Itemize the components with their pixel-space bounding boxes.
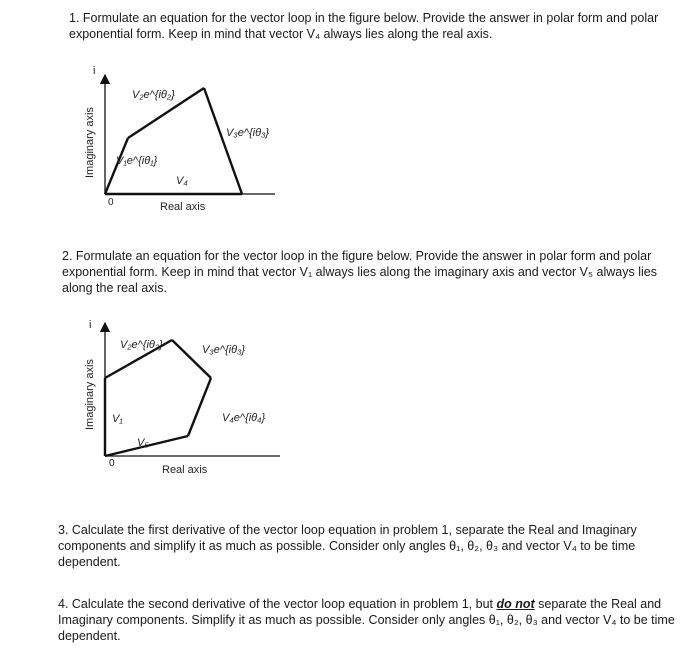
imaginary-axis-label: Imaginary axis xyxy=(84,107,96,178)
question-3-text: 3. Calculate the first derivative of the vector loop equation in problem 1, separate the Real and Imaginary components and simplify it as much as possible. Consider only angles θ₁, θ₂, θ₃ and vector V₄ to be time dependent. xyxy=(58,523,637,569)
v4-label: V₄e^{iθ₄} xyxy=(222,412,266,424)
vector-v3 xyxy=(204,88,242,194)
question-4-suffix: separate the Real and Imaginary components. Simplify it as much as possible. Consider only angles θ₁, θ₂, θ₃ and vector V₄ to be time dependent. xyxy=(58,597,675,643)
axis-i-label: i xyxy=(93,65,96,77)
imaginary-axis-label: Imaginary axis xyxy=(84,359,96,430)
question-4-text xyxy=(58,596,678,644)
v4-label: V₄ xyxy=(176,175,188,187)
v3-label: V₃e^{iθ₃} xyxy=(226,127,270,139)
axis-i-label: i xyxy=(89,319,92,331)
origin-label: 0 xyxy=(108,197,114,208)
figure-2-vector-loop xyxy=(80,318,290,483)
question-2-text: 2. Formulate an equation for the vector loop in the figure below. Provide the answer in polar form and polar exponential form. Keep in mind that vector V₁ always lies along the imaginary axis and vector V₅ always lies along the real axis. xyxy=(62,249,657,295)
v1-label: V₁ xyxy=(112,413,123,425)
v2-label: V₂e^{iθ₂} xyxy=(120,339,163,351)
origin-label: 0 xyxy=(109,458,115,469)
question-4-emphasis: do not xyxy=(496,597,535,611)
v1-label: V₁e^{iθ₁} xyxy=(116,155,158,167)
question-4-prefix: 4. Calculate the second derivative of the vector loop equation in problem 1, but xyxy=(58,597,497,611)
real-axis-label: Real axis xyxy=(160,201,206,213)
v3-label: V₃e^{iθ₃} xyxy=(202,344,246,356)
v5-label: V₅ xyxy=(137,437,149,449)
real-axis-label: Real axis xyxy=(162,464,208,476)
question-1-text: 1. Formulate an equation for the vector loop in the figure below. Provide the answer in polar form and polar exponential form. Keep in mind that vector V₄ always lies along the real axis. xyxy=(69,11,659,41)
v2-label: V₂e^{iθ₂} xyxy=(132,89,175,101)
vector-v4 xyxy=(188,378,211,436)
figure-1-vector-loop xyxy=(80,60,280,220)
